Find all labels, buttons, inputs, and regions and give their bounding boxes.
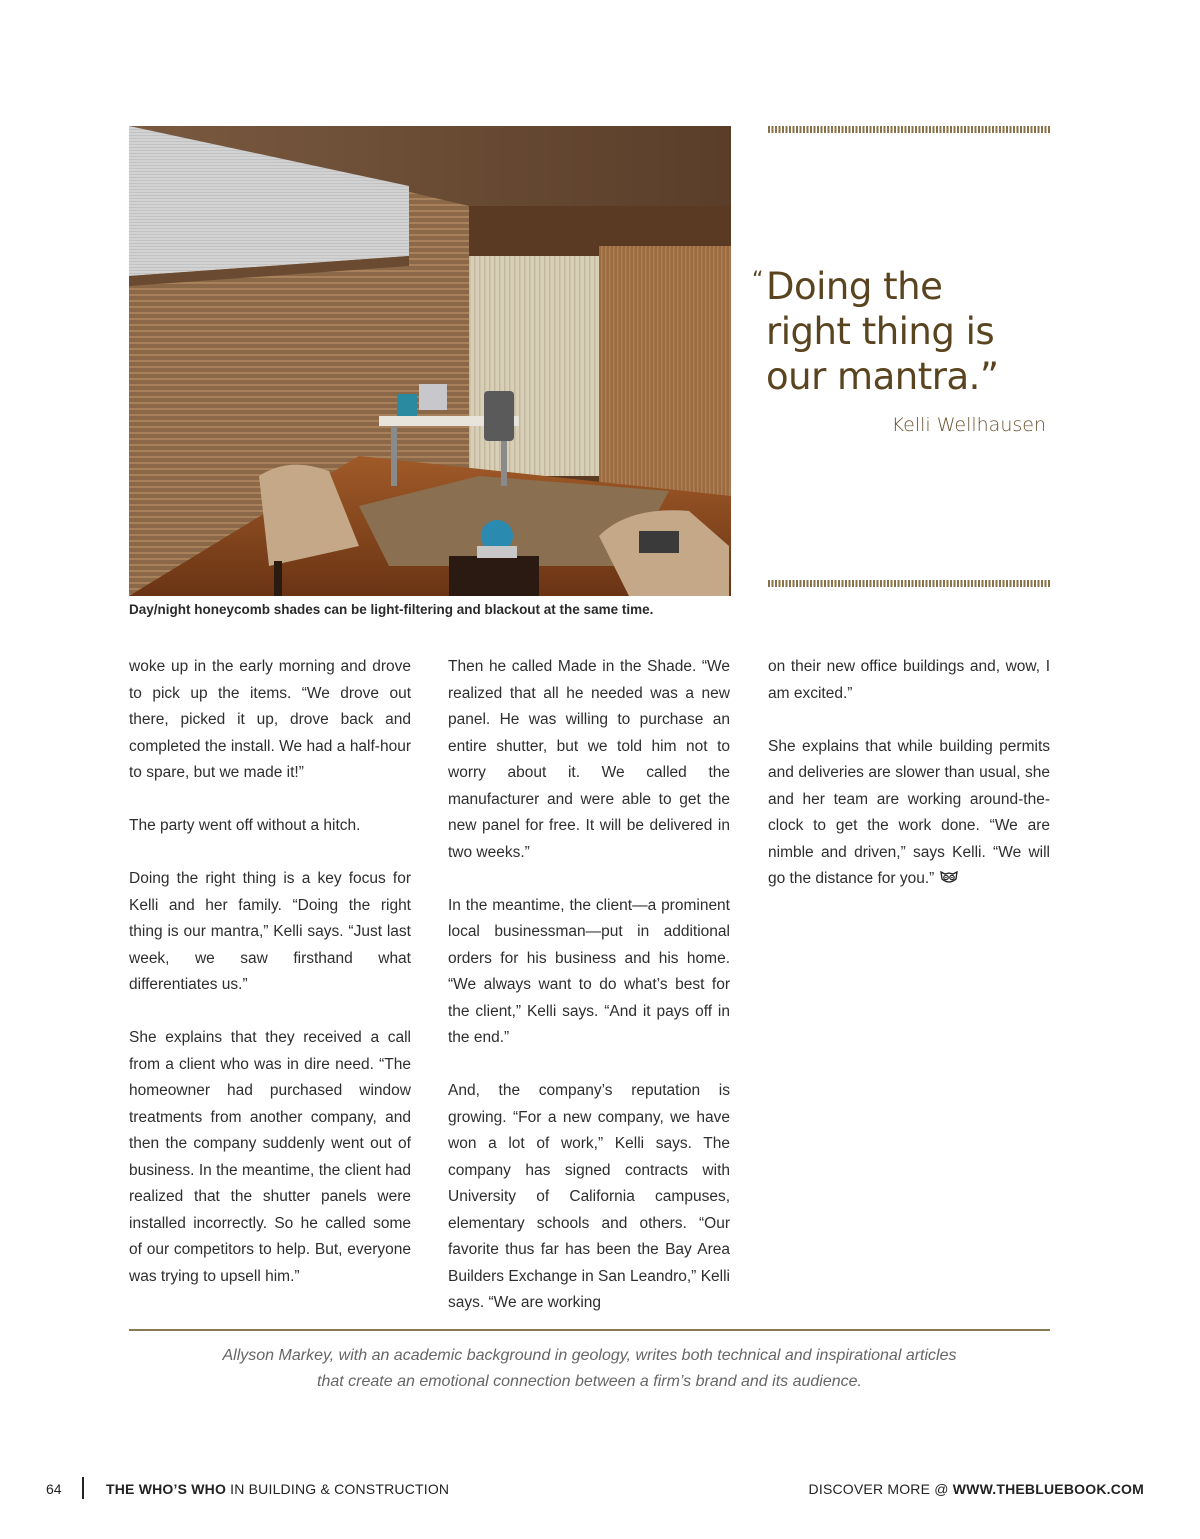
pull-quote-line-2: right thing is [766,310,995,353]
author-bio-line-1: Allyson Markey, with an academic background in geology, writes both technical and inspirational articles [222,1347,957,1364]
publication-name [106,1481,449,1497]
paragraph: She explains that they received a call from a client who was in dire need. “The homeowner had purchased window treatments from another company, and then the company suddenly went out of business. In the meantime, the client had realized that the shutter panels were installed incorrectly. So he called some of our competitors to help. But, everyone was trying to upsell him.” [129,1029,411,1285]
paragraph: Doing the right thing is a key focus for Kelli and her family. “Doing the right thing is our mantra,” Kelli says. “Just last week, we saw firsthand what differentiates us.” [129,870,411,993]
pull-quote-line-3: our mantra.” [766,355,999,398]
paragraph: The party went off without a hitch. [129,817,361,834]
pull-quote-top-rule [768,126,1050,133]
paragraph-text: She explains that while building permits and deliveries are slower than usual, she and her team are working around-the-clock to get the work done. “We are nimble and driven,” says Kelli. “We will go the distance for you.” [768,737,1050,887]
bio-divider [129,1329,1050,1331]
article-column-3 [768,654,1050,919]
photo-caption: Day/night honeycomb shades can be light-filtering and blackout at the same time. [129,602,654,617]
owl-icon [940,871,958,885]
pull-quote-author: Kelli Wellhausen [891,414,1046,436]
open-quote-mark: “ [752,268,763,293]
discover-more [809,1481,1144,1497]
pull-quote-line-1: Doing the [766,265,943,308]
article-photo [129,126,731,596]
paragraph: And, the company’s reputation is growing. “For a new company, we have won a lot of work,” Kelli says. The company has signed contracts with University of California campuses, elementary schools and others. “Our favorite thus far has been the Bay Area Builders Exchange in San Leandro,” Kelli says. “We are working [448,1082,730,1311]
website-link[interactable]: WWW.THEBLUEBOOK.COM [952,1481,1144,1497]
office-room-illustration [129,126,731,596]
pull-quote [752,264,1056,399]
paragraph: woke up in the early morning and drove to pick up the items. “We drove out there, picked it up, drove back and completed the install. We had a half-hour to spare, but we made it!” [129,658,411,781]
paragraph: on their new office buildings and, wow, I am excited.” [768,658,1050,702]
article-column-2 [448,654,730,1343]
page-number: 64 [46,1481,62,1497]
paragraph: Then he called Made in the Shade. “We realized that all he needed was a new panel. He was willing to purchase an entire shutter, but we told him not to worry about it. We called the manufacturer and were able to get the new panel for free. It will be delivered in two weeks.” [448,658,730,861]
pull-quote-bottom-rule [768,580,1050,587]
article-column-1 [129,654,411,1317]
author-bio [129,1343,1050,1395]
publication-name-rest: IN BUILDING & CONSTRUCTION [226,1481,450,1497]
publication-name-bold: THE WHO’S WHO [106,1481,227,1497]
page-footer [0,1474,1200,1502]
paragraph-last [768,734,1050,893]
paragraph: In the meantime, the client—a prominent local businessman—put in additional orders for his business and his home. “We always want to do what’s best for the client,” Kelli says. “And it pays off in the end.” [448,896,730,1046]
author-bio-line-2: that create an emotional connection between a firm’s brand and its audience. [317,1373,862,1390]
footer-divider [82,1477,84,1499]
discover-prefix: DISCOVER MORE @ [808,1481,953,1497]
